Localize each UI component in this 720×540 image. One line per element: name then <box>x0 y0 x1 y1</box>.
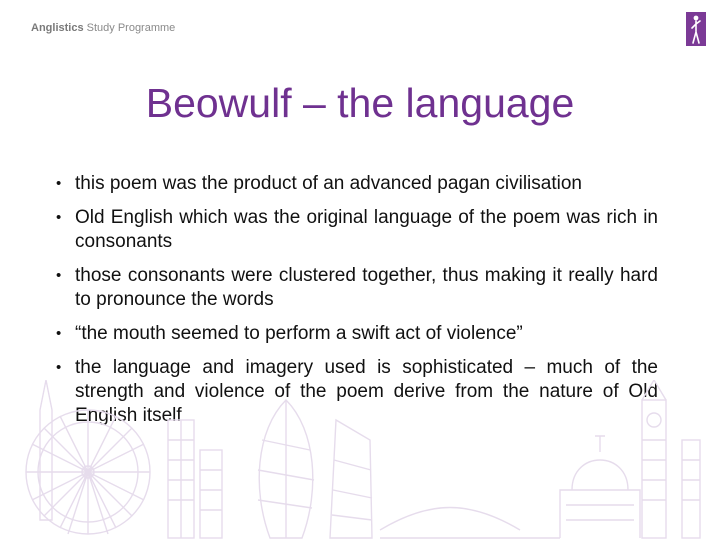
bullet-dot: • <box>56 359 62 376</box>
bullet-text: “the mouth seemed to perform a swift act of violence” <box>75 323 523 344</box>
bullet-text: Old English which was the original language of the poem was rich in consonants <box>75 207 658 252</box>
header-label <box>31 22 175 34</box>
slide-title: Beowulf – the language <box>145 80 575 126</box>
bullet-dot: • <box>56 175 62 192</box>
bullet-text: this poem was the product of an advanced pagan civilisation <box>75 173 582 194</box>
list-item <box>56 322 658 346</box>
list-item <box>56 206 658 254</box>
list-item <box>56 264 658 312</box>
bullet-text: those consonants were clustered together, thus making it really hard to pronounce the words <box>75 265 658 310</box>
figure-logo-icon <box>686 12 706 46</box>
list-item <box>56 172 658 196</box>
header-brand: Anglistics <box>31 22 84 34</box>
bullet-dot: • <box>56 267 62 284</box>
bullet-text: the language and imagery used is sophisticated – much of the strength and violence of the poem derive from the nature of Old English itself <box>75 357 658 426</box>
london-skyline-illustration <box>0 380 720 540</box>
header-program: Study Programme <box>86 22 176 34</box>
bullet-dot: • <box>56 325 62 342</box>
bullet-dot: • <box>56 209 62 226</box>
